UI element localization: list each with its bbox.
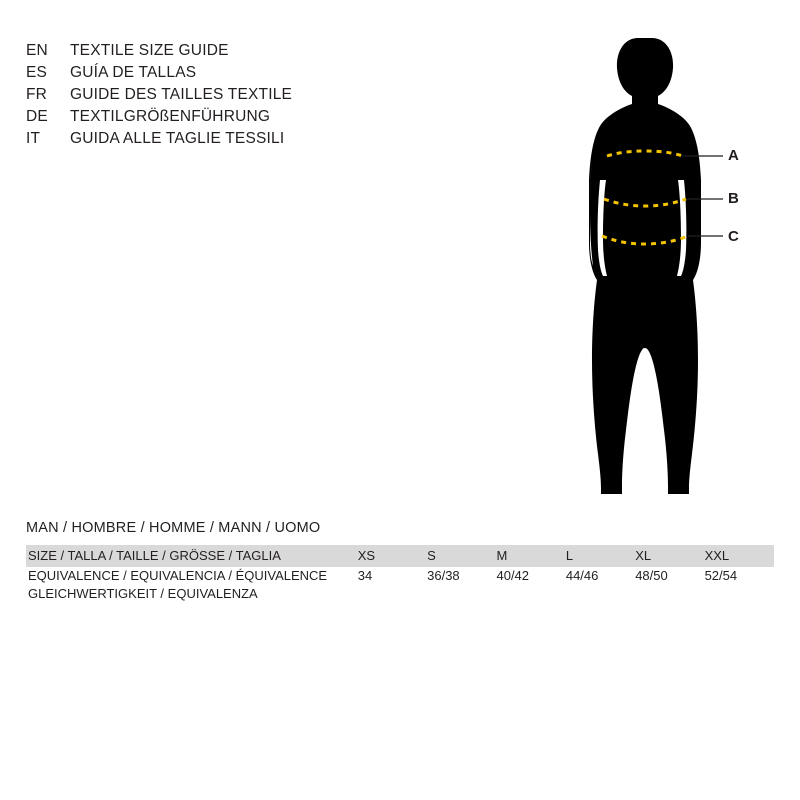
language-text-it: GUIDA ALLE TAGLIE TESSILI: [70, 130, 285, 147]
equivalence-value-l: 44/46: [565, 568, 599, 583]
table-title: MAN / HOMBRE / HOMME / MANN / UOMO: [26, 520, 321, 536]
equivalence-value-xxl: 52/54: [704, 568, 738, 583]
header-size-xs: XS: [357, 548, 376, 563]
header-size-xxl: XXL: [704, 548, 730, 563]
body-silhouette-icon: [560, 30, 770, 500]
equivalence-value-xs: 34: [357, 568, 373, 583]
language-code-fr: FR: [26, 86, 48, 103]
language-row-it: [26, 128, 446, 150]
language-code-es: ES: [26, 64, 48, 81]
table-header-row: [26, 545, 774, 567]
language-text-en: TEXTILE SIZE GUIDE: [70, 42, 229, 59]
measurement-label-a: A: [728, 147, 739, 164]
equivalence-label-line1: EQUIVALENCE / EQUIVALENCIA / ÉQUIVALENCE: [28, 568, 328, 583]
equivalence-value-s: 36/38: [427, 568, 460, 583]
body-figure: [560, 30, 770, 500]
language-row-fr: [26, 84, 446, 106]
header-size-xl: XL: [635, 548, 652, 563]
table-row: [26, 567, 774, 603]
measurement-label-b: B: [728, 190, 739, 207]
language-row-en: [26, 40, 446, 62]
header-size-m: M: [496, 548, 508, 563]
header-size-l: L: [565, 548, 574, 563]
size-table: [26, 545, 774, 603]
row-label-equivalence: [26, 567, 358, 603]
language-row-es: [26, 62, 446, 84]
size-table-section: [26, 520, 774, 603]
language-row-de: [26, 106, 446, 128]
header-size-s: S: [427, 548, 436, 563]
equivalence-value-xl: 48/50: [635, 568, 668, 583]
language-text-fr: GUIDE DES TAILLES TEXTILE: [70, 86, 293, 103]
language-list: [26, 40, 446, 150]
language-text-es: GUÍA DE TALLAS: [70, 64, 197, 81]
language-code-de: DE: [26, 108, 48, 125]
language-text-de: TEXTILGRÖßENFÜHRUNG: [70, 108, 271, 125]
language-code-en: EN: [26, 42, 48, 59]
header-size-label: SIZE / TALLA / TAILLE / GRÖSSE / TAGLIA: [28, 548, 281, 563]
language-code-it: IT: [26, 130, 41, 147]
equivalence-label-line2: GLEICHWERTIGKEIT / EQUIVALENZA: [28, 586, 258, 601]
measurement-label-c: C: [728, 228, 739, 245]
equivalence-value-m: 40/42: [496, 568, 530, 583]
